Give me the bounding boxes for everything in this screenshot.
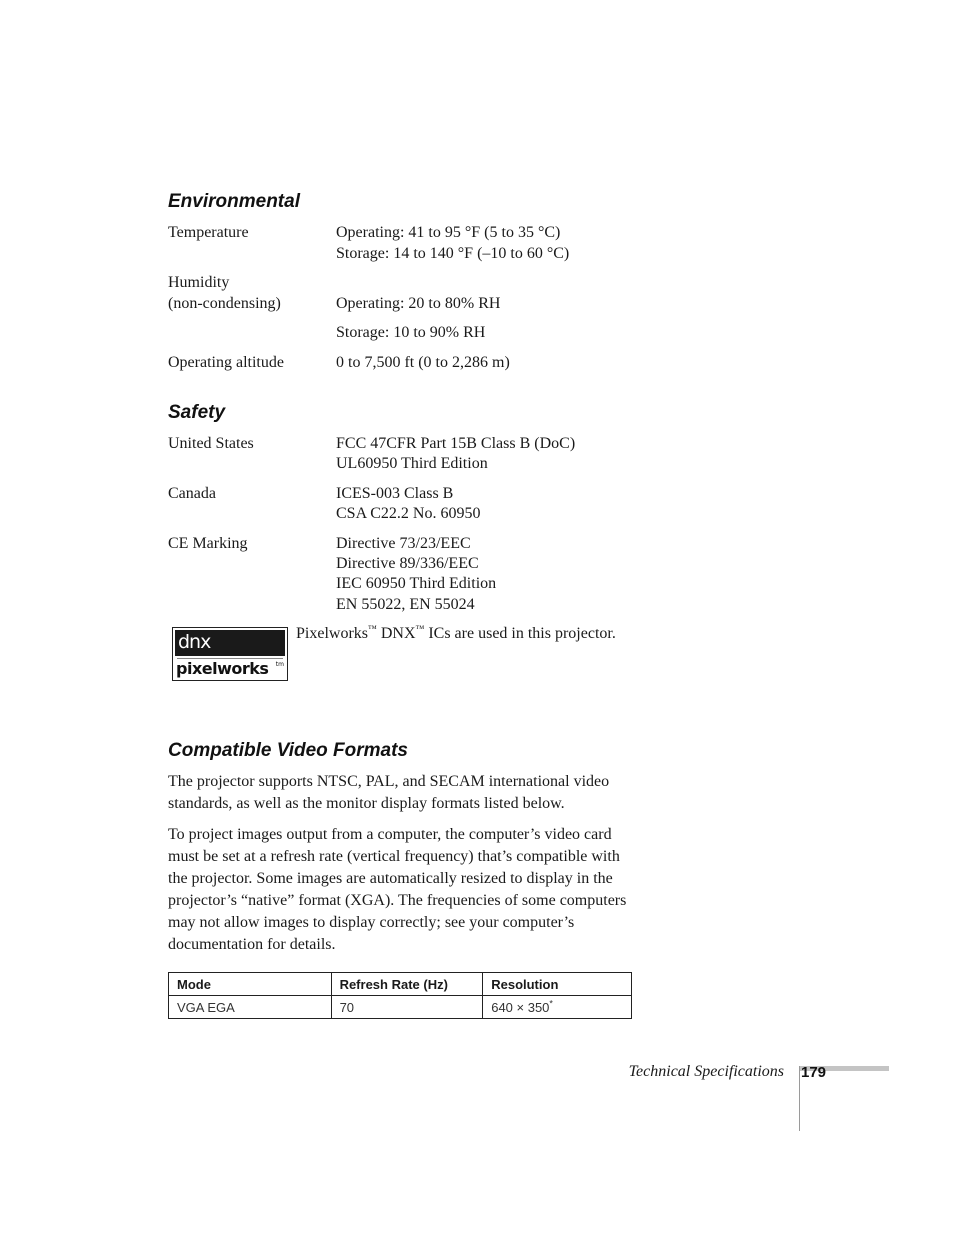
logo-dnx-text: dnx [178,631,211,653]
cell-resolution [483,996,632,1019]
canada-ices: ICES-003 Class B [336,485,454,502]
environmental-heading: Environmental [168,191,300,212]
ce-directive-2: Directive 89/336/EEC [336,555,479,572]
footnote-mark: * [549,998,553,1009]
logo-dnx-band [175,630,285,656]
ce-iec: IEC 60950 Third Edition [336,575,497,592]
temperature-storage: Storage: 14 to 140 °F (–10 to 60 °C) [336,245,570,262]
us-label: United States [168,435,254,452]
resolution-value: 640 × 350 [491,999,550,1015]
pixelworks-note [296,624,616,644]
ce-label: CE Marking [168,535,248,552]
table-row [169,996,632,1019]
cell-mode: VGA EGA [169,996,332,1019]
altitude-value: 0 to 7,500 ft (0 to 2,286 m) [336,354,510,371]
video-formats-paragraph-1: The projector supports NTSC, PAL, and SECAM international video standards, as well as the monitor display formats listed below. [168,773,610,812]
header-refresh-rate: Refresh Rate (Hz) [331,973,483,996]
video-formats-paragraph-2: To project images output from a computer, the computer’s video card must be set at a refresh rate (vertical frequency) that’s compatible with the projector. Some images are automatically resized to display in the projector’s “native” format (XGA). The frequencies of some computers may not allow images to display correctly; see your computer’s documentation for details. [168,826,627,953]
header-resolution: Resolution [483,973,632,996]
logo-tm: tm [275,661,284,668]
trademark-1: ™ [368,623,377,634]
temperature-label: Temperature [168,224,249,241]
footer-section-title: Technical Specifications [628,1063,784,1080]
video-formats-heading: Compatible Video Formats [168,740,408,761]
pixelworks-dnx-logo [172,627,288,681]
ce-directive-1: Directive 73/23/EEC [336,535,471,552]
us-fcc: FCC 47CFR Part 15B Class B (DoC) [336,435,576,452]
humidity-storage: Storage: 10 to 90% RH [336,324,486,341]
note-part-3: ICs are used in this projector. [424,625,616,642]
canada-label: Canada [168,485,216,502]
altitude-label: Operating altitude [168,354,284,371]
ce-en: EN 55022, EN 55024 [336,596,475,613]
note-part-1: Pixelworks [296,625,368,642]
canada-csa: CSA C22.2 No. 60950 [336,505,481,522]
humidity-label: Humidity [168,274,230,291]
safety-heading: Safety [168,402,226,423]
humidity-operating: Operating: 20 to 80% RH [336,295,501,312]
footer-divider [799,1066,800,1131]
trademark-2: ™ [415,623,425,634]
us-ul: UL60950 Third Edition [336,455,488,472]
page-number: 179 [801,1064,827,1081]
cell-refresh: 70 [331,996,483,1019]
humidity-sublabel: (non-condensing) [168,295,281,312]
logo-pixelworks-text: pixelworks [176,659,269,678]
note-part-2: DNX [376,625,416,642]
header-mode: Mode [169,973,332,996]
video-formats-table [168,972,632,1019]
table-header-row [169,973,632,996]
temperature-operating: Operating: 41 to 95 °F (5 to 35 °C) [336,224,561,241]
